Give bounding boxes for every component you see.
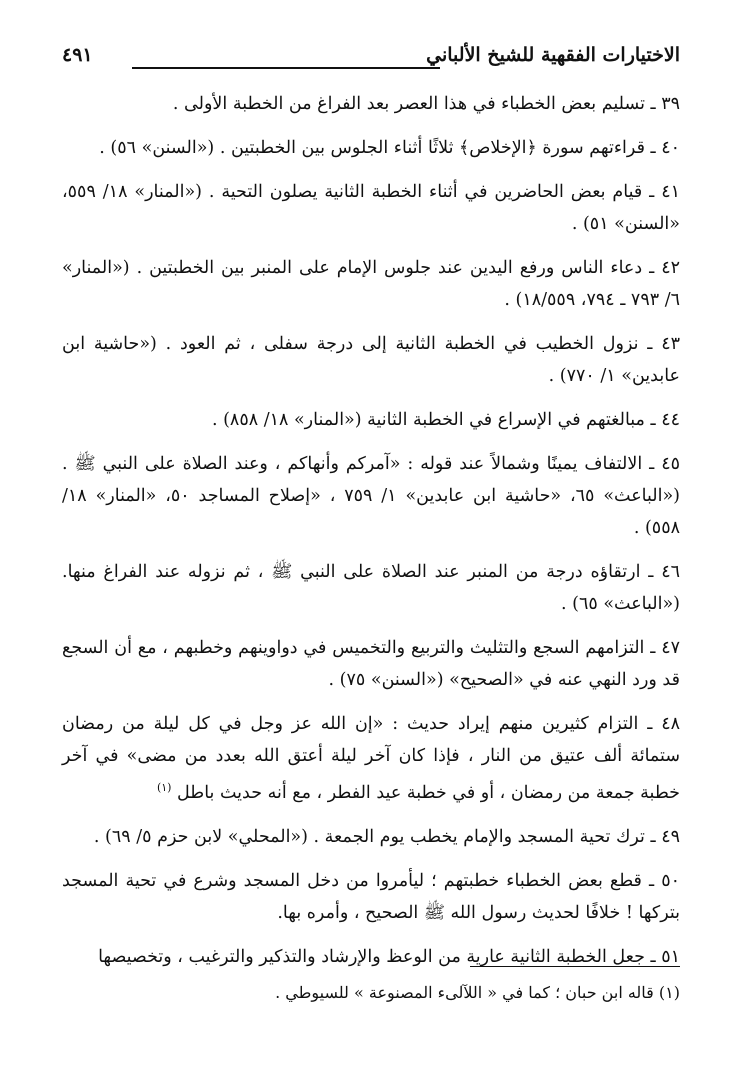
header-rule <box>132 67 440 69</box>
item-48-text: ٤٨ ـ التزام كثيرين منهم إيراد حديث : «إن الله عز وجل في كل ليلة من رمضان ستمائة ألف عتيق من النار ، فإذا كان آخر ليلة أعتق الله بعدد من مضى» في آخر خطبة جمعة من رمضان ، أو في خطبة عيد الفطر ، مع أنه حديث باطل <box>62 714 680 803</box>
page-header <box>62 38 680 78</box>
list-item-48 <box>62 708 680 809</box>
list-item-47: ٤٧ ـ التزامهم السجع والتثليث والتربيع والتخميس في دواوينهم وخطبهم ، مع أن السجع قد ورد النهي عنه في «الصحيح» («السنن» ٧٥) . <box>62 638 680 690</box>
main-text <box>62 88 680 985</box>
list-item-42: ٤٢ ـ دعاء الناس ورفع اليدين عند جلوس الإمام على المنبر بين الخطبتين . («المنار» ٦/ ٧٩٣ ـ ٧٩٤، ١٨/٥٥٩) . <box>62 258 680 310</box>
footnote-rule <box>470 966 680 967</box>
footnote: (١) قاله ابن حبان ؛ كما في « اللآلىء المصنوعة » للسيوطي . <box>275 983 680 1002</box>
list-item-49: ٤٩ ـ ترك تحية المسجد والإمام يخطب يوم الجمعة . («المحلي» لابن حزم ٥/ ٦٩) . <box>93 826 680 847</box>
list-item-46: ٤٦ ـ ارتقاؤه درجة من المنبر عند الصلاة على النبي ﷺ ، ثم نزوله عند الفراغ منها. («الباعث» ٦٥) . <box>62 562 680 614</box>
list-item-45: ٤٥ ـ الالتفاف يمينًا وشمالاً عند قوله : «آمركم وأنهاكم ، وعند الصلاة على النبي ﷺ . («الباعث» ٦٥، «حاشية ابن عابدين» ١/ ٧٥٩ ، «إصلاح المساجد ٥٠، «المنار» ١٨/ ٥٥٨) . <box>62 454 680 538</box>
list-item-44: ٤٤ ـ مبالغتهم في الإسراع في الخطبة الثانية («المنار» ١٨/ ٨٥٨) . <box>211 410 680 430</box>
list-item-43: ٤٣ ـ نزول الخطيب في الخطبة الثانية إلى درجة سفلى ، ثم العود . («حاشية ابن عابدين» ١/ ٧٧٠) . <box>62 334 680 386</box>
page-number: ٤٩١ <box>62 44 93 66</box>
list-item-39: ٣٩ ـ تسليم بعض الخطباء في هذا العصر بعد الفراغ من الخطبة الأولى . <box>172 94 680 114</box>
running-title: الاختيارات الفقهية للشيخ الألباني <box>426 44 680 66</box>
list-item-40: ٤٠ ـ قراءتهم سورة ﴿الإخلاص﴾ ثلاثًا أثناء الجلوس بين الخطبتين . («السنن» ٥٦) . <box>99 138 680 158</box>
list-item-51: ٥١ ـ جعل الخطبة الثانية عارية من الوعظ والإرشاد والتذكير والترغيب ، وتخصيصها <box>98 946 680 967</box>
list-item-50: ٥٠ ـ قطع بعض الخطباء خطبتهم ؛ ليأمروا من دخل المسجد وشرع في تحية المسجد بتركها ! خلافًا لحديث رسول الله ﷺ الصحيح ، وأمره بها. <box>62 870 680 923</box>
list-item-41: ٤١ ـ قيام بعض الحاضرين في أثناء الخطبة الثانية يصلون التحية . («المنار» ١٨/ ٥٥٩، «السنن» ٥١) . <box>62 182 680 234</box>
footnote-marker: (١) <box>156 781 172 794</box>
